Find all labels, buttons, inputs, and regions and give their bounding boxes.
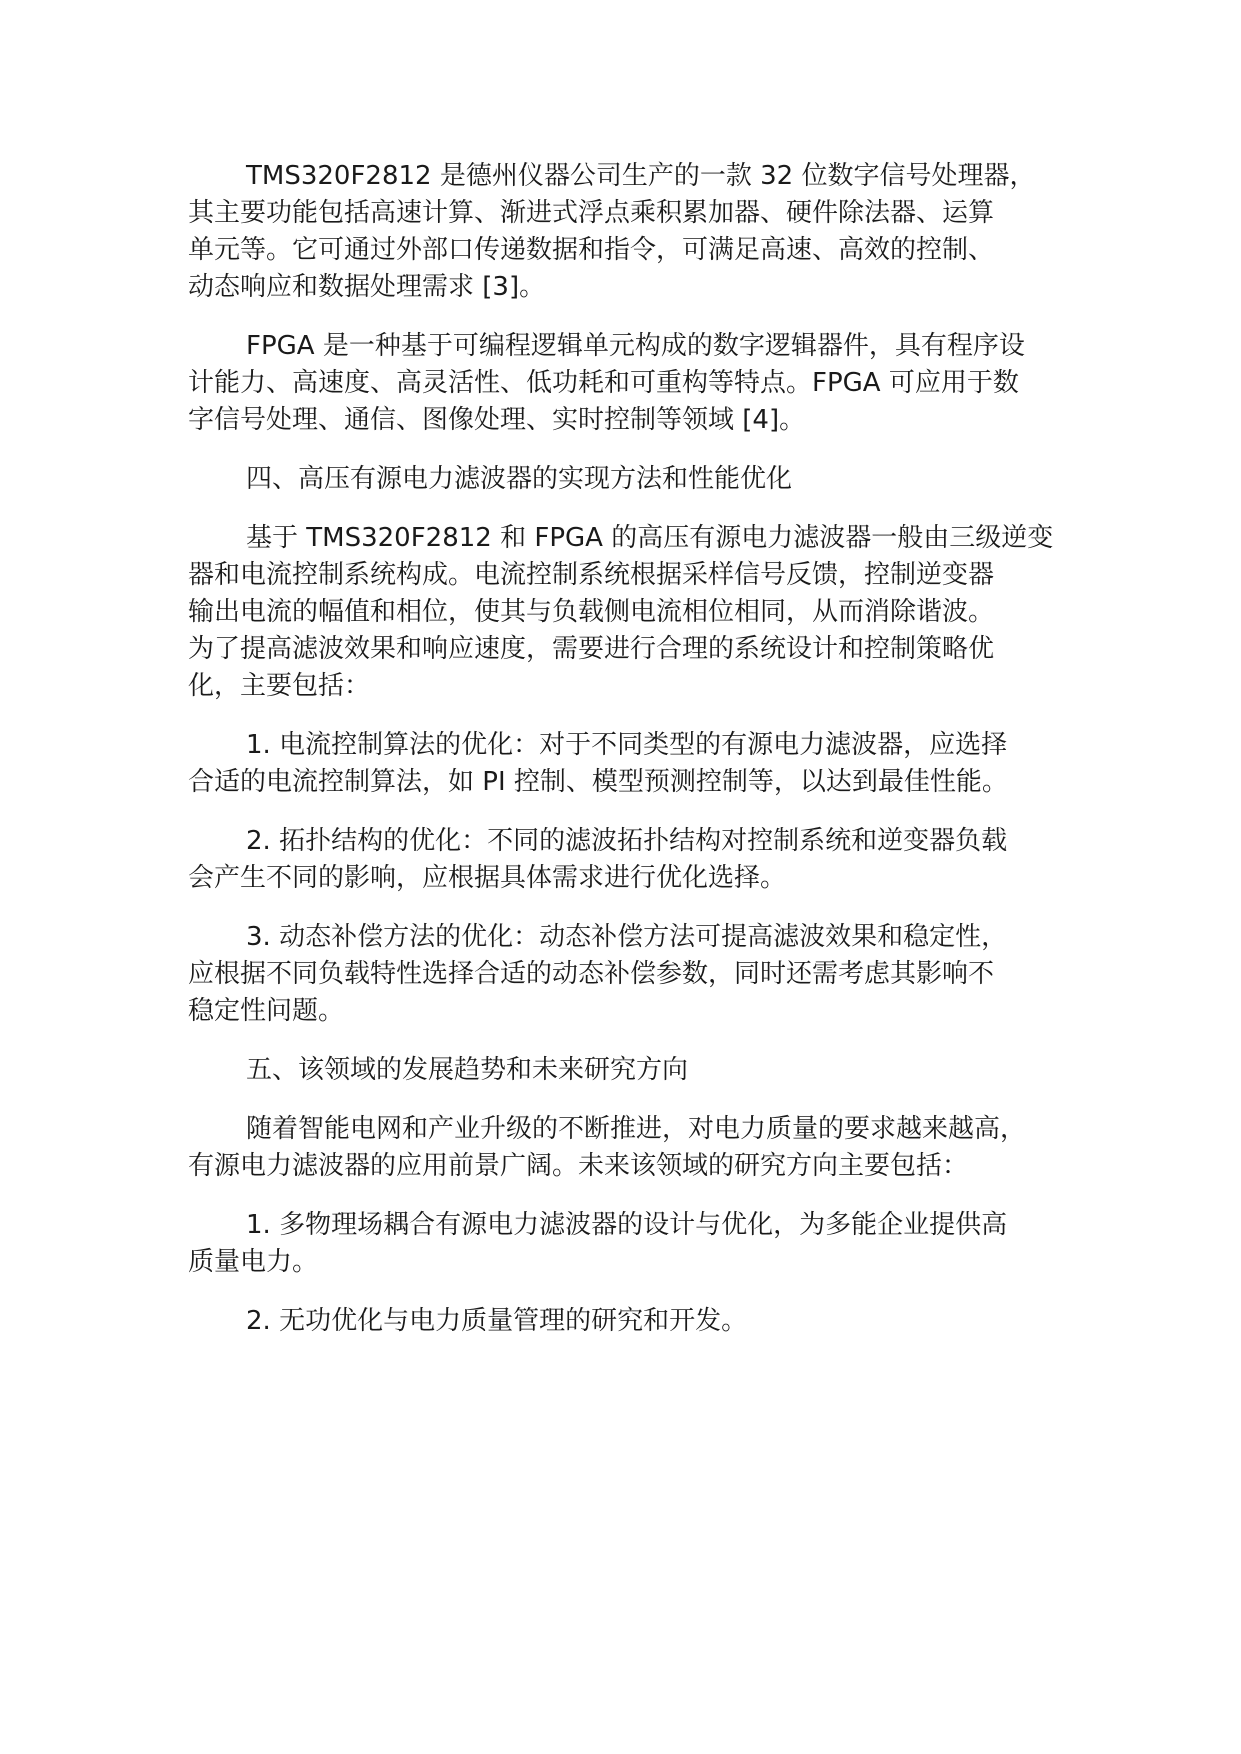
text-line: 化，主要包括： [188, 671, 371, 701]
text-line: 随着智能电网和产业升级的不断推进，对电力质量的要求越来越高， [246, 1114, 1027, 1144]
text-line: 为了提高滤波效果和响应速度，需要进行合理的系统设计和控制策略优 [188, 634, 995, 664]
text-line: 动态响应和数据处理需求 [3]。 [188, 272, 546, 302]
text-line: 1. 多物理场耦合有源电力滤波器的设计与优化，为多能企业提供高 [246, 1210, 1008, 1240]
text-line: 输出电流的幅值和相位，使其与负载侧电流相位相同，从而消除谐波。 [188, 597, 995, 627]
text-line: 有源电力滤波器的应用前景广阔。未来该领域的研究方向主要包括： [188, 1151, 969, 1181]
section-heading-5 [188, 1052, 1091, 1089]
paragraph-section-4-body [188, 520, 1091, 705]
list-item-section-4-3 [188, 919, 1091, 1030]
text-line: 稳定性问题。 [188, 996, 345, 1026]
text-line: 会产生不同的影响，应根据具体需求进行优化选择。 [188, 863, 787, 893]
list-item-section-5-1 [188, 1207, 1091, 1281]
text-line: 其主要功能包括高速计算、渐进式浮点乘积累加器、硬件除法器、运算 [188, 198, 995, 228]
text-line: TMS320F2812 是德州仪器公司生产的一款 32 位数字信号处理器， [246, 161, 1036, 191]
paragraph-section-5-body [188, 1111, 1091, 1185]
text-line: 字信号处理、通信、图像处理、实时控制等领域 [4]。 [188, 405, 806, 435]
text-line: 2. 无功优化与电力质量管理的研究和开发。 [246, 1306, 748, 1336]
list-item-section-5-2 [188, 1303, 1091, 1340]
list-item-section-4-2 [188, 823, 1091, 897]
text-line: 应根据不同负载特性选择合适的动态补偿参数，同时还需考虑其影响不 [188, 959, 995, 989]
list-item-section-4-1 [188, 727, 1091, 801]
paragraph-fpga-intro [188, 328, 1091, 439]
text-line: 单元等。它可通过外部口传递数据和指令，可满足高速、高效的控制、 [188, 235, 995, 265]
text-line: 2. 拓扑结构的优化：不同的滤波拓扑结构对控制系统和逆变器负载 [246, 826, 1008, 856]
text-line: FPGA 是一种基于可编程逻辑单元构成的数字逻辑器件，具有程序设 [246, 331, 1025, 361]
text-line: 器和电流控制系统构成。电流控制系统根据采样信号反馈，控制逆变器 [188, 560, 995, 590]
section-heading-4 [188, 461, 1091, 498]
heading-line: 五、该领域的发展趋势和未来研究方向 [246, 1055, 689, 1085]
text-line: 合适的电流控制算法，如 PI 控制、模型预测控制等，以达到最佳性能。 [188, 767, 1008, 797]
text-line: 质量电力。 [188, 1247, 319, 1277]
text-line: 1. 电流控制算法的优化：对于不同类型的有源电力滤波器，应选择 [246, 730, 1008, 760]
text-line: 计能力、高速度、高灵活性、低功耗和可重构等特点。FPGA 可应用于数 [188, 368, 1019, 398]
heading-line: 四、高压有源电力滤波器的实现方法和性能优化 [246, 464, 793, 494]
paragraph-tms320f2812-intro [188, 158, 1091, 306]
text-line: 3. 动态补偿方法的优化：动态补偿方法可提高滤波效果和稳定性， [246, 922, 1008, 952]
text-line: 基于 TMS320F2812 和 FPGA 的高压有源电力滤波器一般由三级逆变 [246, 523, 1054, 553]
